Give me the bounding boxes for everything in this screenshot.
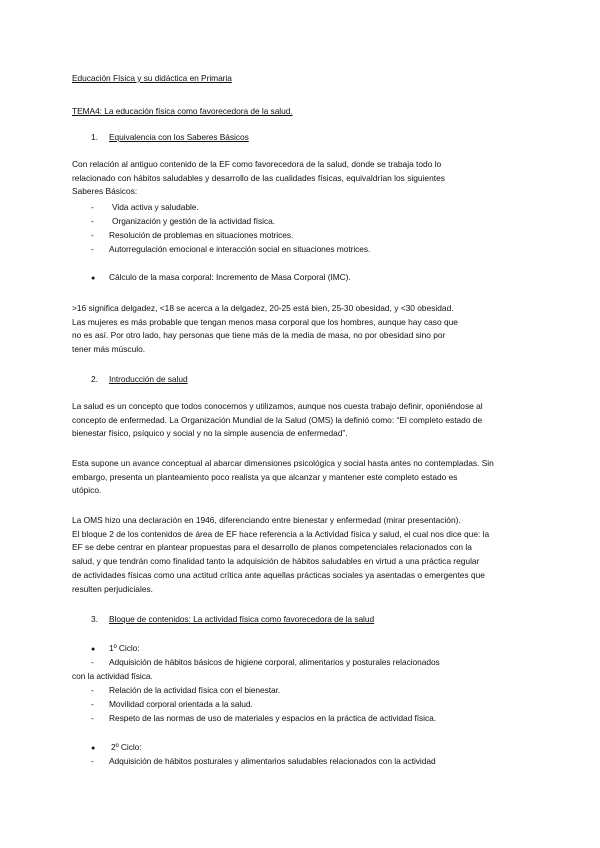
text-line: bienestar físico, psíquico y social y no la simple ausencia de enfermedad”. [72, 428, 348, 439]
text-line: Saberes Básicos: [72, 186, 138, 197]
topic-title: TEMA4: La educación física como favorecedora de la salud. [72, 106, 293, 116]
text-line: resulten perjudiciales. [72, 583, 154, 594]
dash-marker: - [91, 685, 94, 695]
text-line: La OMS hizo una declaración en 1946, diferenciando entre bienestar y enfermedad (mirar presentación). [72, 515, 461, 525]
text-line: de actividades físicas como una actitud crítica ante aquellas prácticas sociales ya asentadas o emergentes que [72, 569, 485, 580]
list-item-continuation: con la actividad física. [72, 671, 153, 681]
section-2-number: 2. [91, 374, 98, 384]
bullet-marker: ● [91, 745, 96, 752]
imc-paragraph [72, 302, 532, 357]
dash-marker: - [91, 657, 94, 667]
text-line: El bloque 2 de los contenidos de área de EF hace referencia a la Actividad física y salud, el cual nos dice que: la [72, 528, 490, 539]
list-item: Autorregulación emocional e interacción social en situaciones motrices. [109, 244, 371, 254]
dash-marker: - [91, 713, 94, 723]
section-3-number: 3. [91, 614, 98, 624]
ciclo-1-heading: 1º Ciclo: [109, 643, 140, 653]
imc-bullet-title: Cálculo de la masa corporal: Incremento de Masa Corporal (IMC). [109, 272, 351, 282]
section-2-title: Introducción de salud [109, 374, 188, 384]
text-line: La salud es un concepto que todos conocemos y utilizamos, aunque nos cuesta trabajo definir, oponiéndose al [72, 401, 483, 411]
bullet-marker: ● [91, 275, 96, 282]
ciclo-2-heading: 2º Ciclo: [111, 742, 142, 752]
section-1-number: 1. [91, 132, 98, 142]
text-line: salud, y que tendrán como finalidad tanto la adquisición de hábitos saludables en virtud a una práctica regular [72, 556, 480, 567]
text-line: no es así. Por otro lado, hay personas que tiene más de la media de masa, no por obesidad sino por [72, 330, 446, 341]
section-2-paragraph-1 [72, 400, 532, 441]
list-item: Adquisición de hábitos básicos de higiene corporal, alimentarios y posturales relacionados [109, 657, 440, 667]
section-1-intro [72, 158, 532, 199]
text-line: >16 significa delgadez, <18 se acerca a la delgadez, 20-25 está bien, 25-30 obesidad, y <30 obesidad. [72, 303, 454, 313]
dash-marker: - [91, 230, 94, 240]
list-item: Adquisición de hábitos posturales y alimentarios saludables relacionados con la actividad [109, 756, 436, 766]
text-line: utópico. [72, 485, 102, 496]
text-line: Con relación al antiguo contenido de la EF como favorecedora de la salud, donde se trabaja todo lo [72, 159, 442, 169]
list-item: Relación de la actividad física con el bienestar. [109, 685, 281, 695]
dash-marker: - [91, 756, 94, 766]
dash-marker: - [91, 216, 94, 226]
course-title: Educación Física y su didáctica en Primaria [72, 73, 232, 83]
text-line: relacionado con hábitos saludables y desarrollo de las cualidades físicas, equivaldrían los siguientes [72, 172, 445, 183]
section-3-title: Bloque de contenidos: La actividad física como favorecedora de la salud [109, 614, 375, 624]
list-item: Respeto de las normas de uso de materiales y espacios en la práctica de actividad física. [109, 713, 437, 723]
text-line: embargo, presenta un planteamiento poco realista ya que alcanzar y mantener este completo estado es [72, 471, 458, 482]
text-line: concepto de enfermedad. La Organización Mundial de la Salud (OMS) la definió como: “El completo estado de [72, 414, 483, 425]
text-line: Esta supone un avance conceptual al abarcar dimensiones psicológica y social hasta antes no contempladas. Sin [72, 458, 494, 468]
text-line: tener más músculo. [72, 344, 146, 355]
section-1-title: Equivalencia con los Saberes Básicos [109, 132, 249, 142]
section-2-paragraph-2 [72, 457, 532, 498]
section-2-paragraph-3 [72, 514, 532, 596]
list-item: Organización y gestión de la actividad física. [112, 216, 275, 226]
list-item: Movilidad corporal orientada a la salud. [109, 699, 253, 709]
dash-marker: - [91, 202, 94, 212]
text-line: EF se debe centrar en plantear propuestas para el desarrollo de planos competenciales relacionados con la [72, 542, 472, 553]
bullet-marker: ● [91, 646, 96, 653]
dash-marker: - [91, 699, 94, 709]
text-line: Las mujeres es más probable que tengan menos masa corporal que los hombres, aunque hay caso que [72, 316, 458, 327]
list-item: Vida activa y saludable. [112, 202, 199, 212]
list-item: Resolución de problemas en situaciones motrices. [109, 230, 294, 240]
dash-marker: - [91, 244, 94, 254]
